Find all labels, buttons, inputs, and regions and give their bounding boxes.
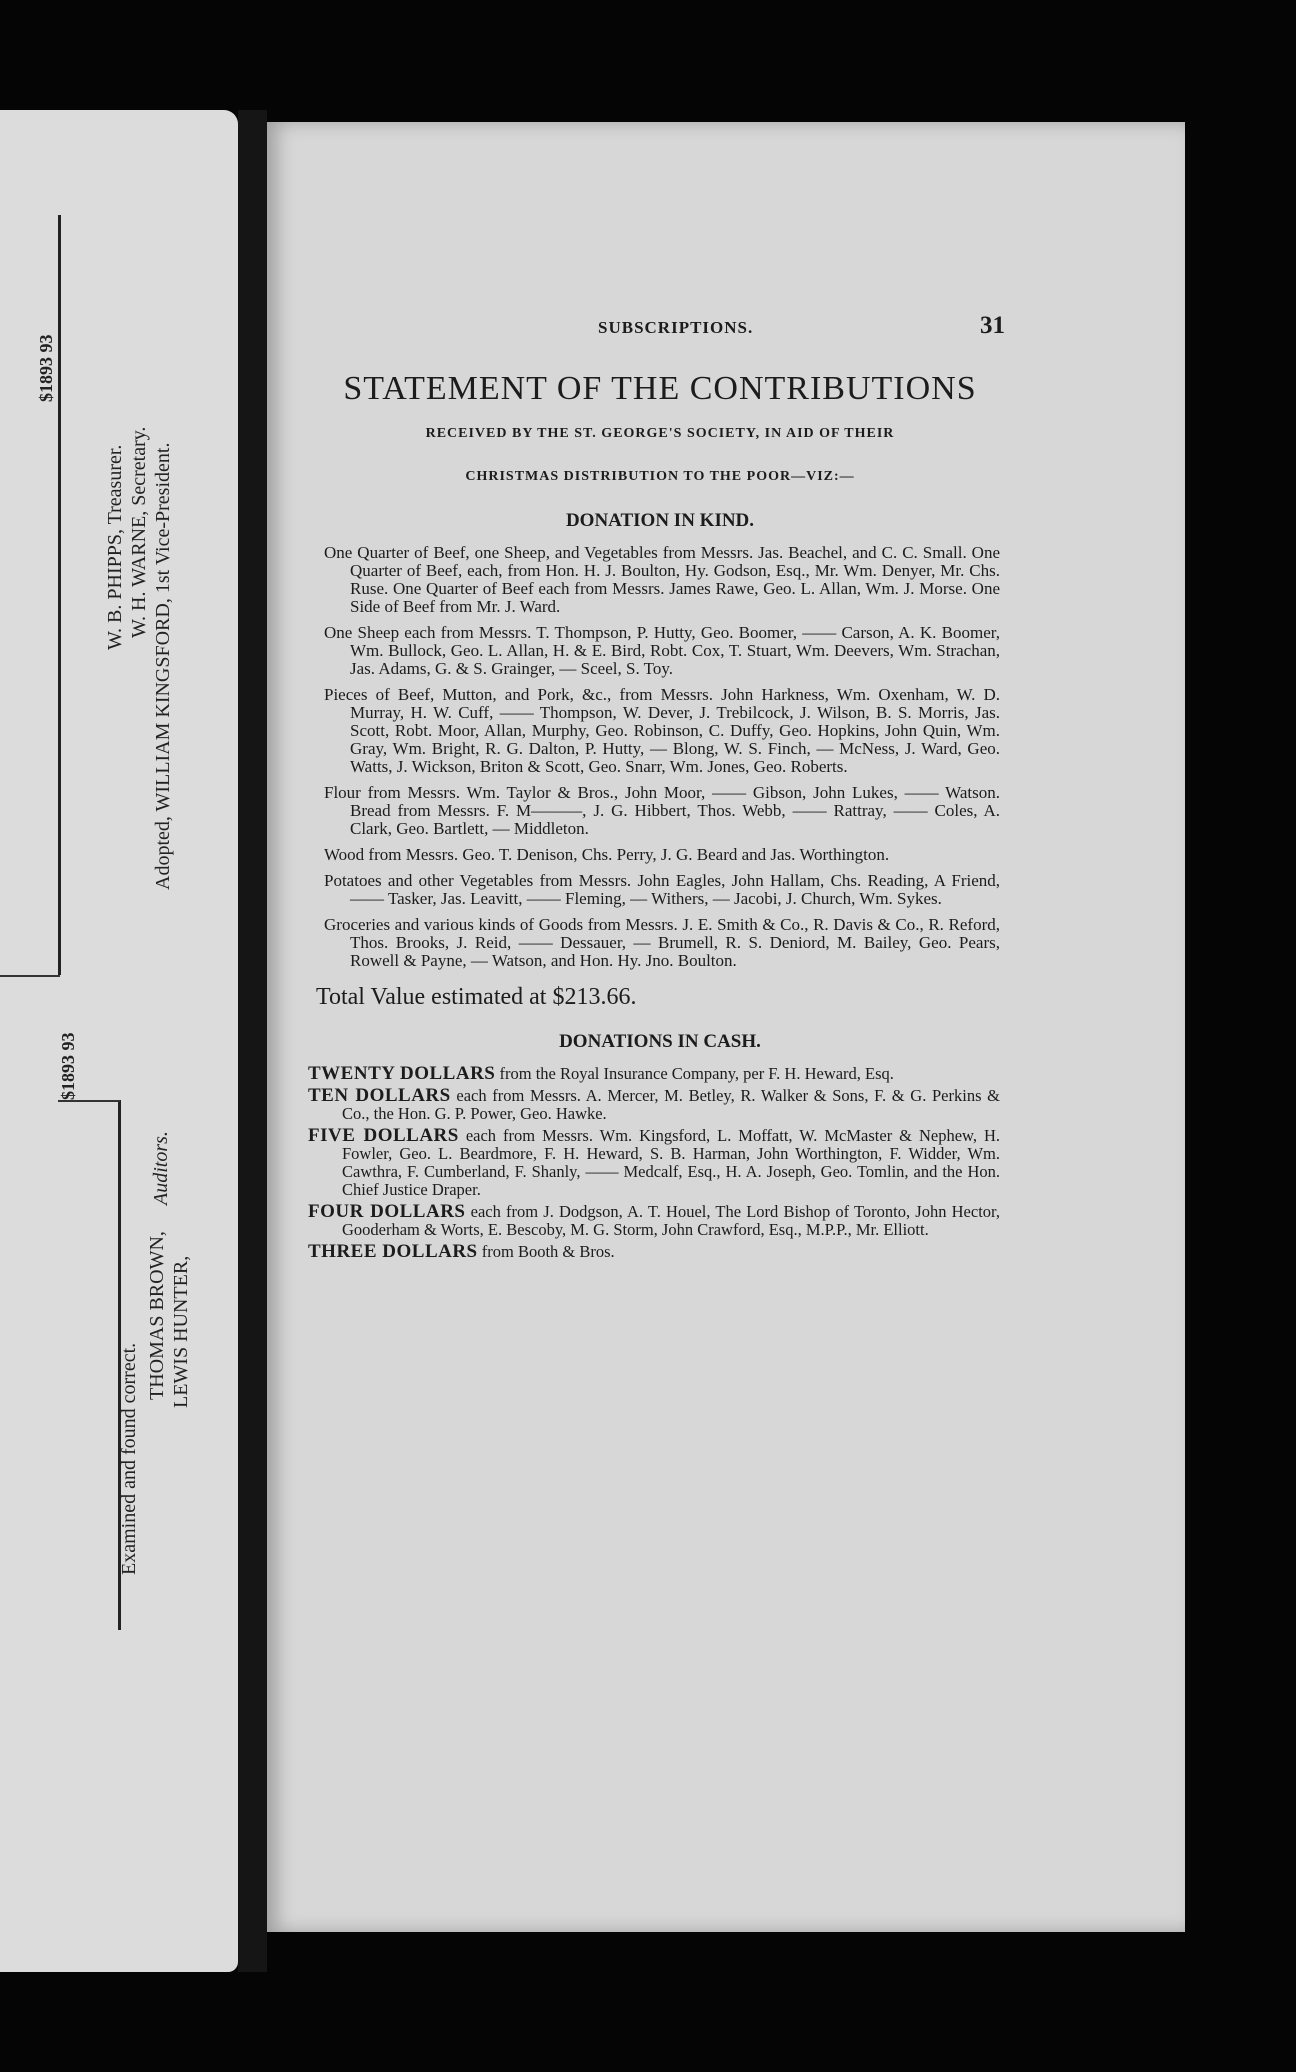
amount-top: $1893 93 <box>36 334 56 402</box>
auditors-line: Auditors. <box>150 1131 172 1205</box>
cash-entry <box>308 1084 1001 1123</box>
kind-entry: Wood from Messrs. Geo. T. Denison, Chs. Perry, J. G. Beard and Jas. Worthington. <box>324 844 890 864</box>
cash-amount: THREE DOLLARS <box>308 1240 478 1262</box>
subtitle-line-1: RECEIVED BY THE ST. GEORGE'S SOCIETY, IN AID OF THEIR <box>425 426 895 441</box>
kind-entry: Pieces of Beef, Mutton, and Pork, &c., from Messrs. John Harkness, Wm. Oxenham, W. D. Murray, H. W. Cuff, —— Thompson, W. Dever, J. Trebilcock, J. Wilson, B. S. Morris, Jas. Scott, Robt. Moor, Allan, Murphy, Geo. Robinson, C. Duffy, Geo. Hopkins, John Quin, Wm. Gray, Wm. Bright, R. G. Dalton, P. Hutty, — Blong, W. S. Finch, — McNess, J. Ward, Geo. Watts, J. Wickson, Briton & Scott, Geo. Snarr, Wm. Jones, Geo. Roberts. <box>324 684 1000 776</box>
contributions-statement <box>300 312 1005 1265</box>
running-head: SUBSCRIPTIONS. <box>598 318 754 337</box>
amount-bottom: $1893 93 <box>58 1032 78 1100</box>
kind-heading: DONATION IN KIND. <box>565 509 755 531</box>
cash-text: each from Messrs. Wm. Kingsford, L. Moffatt, W. McMaster & Nephew, H. Fowler, Geo. L. Beardmore, F. H. Heward, S. B. Harman, John Worthington, F. Widder, Wm. Cawthra, F. Cumberland, F. Shanly, —— Medcalf, Esq., H. A. Joseph, Geo. Tomlin, and the Hon. Chief Justice Draper. <box>342 1125 1001 1199</box>
page-number: 31 <box>980 312 1005 339</box>
cash-text: each from J. Dodgson, A. T. Houel, The Lord Bishop of Toronto, John Hector, Gooderham & Worts, E. Bescoby, M. G. Storm, John Crawford, Esq., M.P.P., Mr. Elliott. <box>342 1201 1000 1239</box>
cash-text: from the Royal Insurance Company, per F. H. Heward, Esq. <box>495 1063 894 1083</box>
cash-amount: FOUR DOLLARS <box>308 1200 466 1222</box>
kind-entry: One Sheep each from Messrs. T. Thompson, P. Hutty, Geo. Boomer, —— Carson, A. K. Boomer, Wm. Bullock, Geo. L. Allan, H. & E. Bird, Robt. Cox, T. Stuart, Wm. Deevers, Wm. Strachan, Jas. Adams, G. & S. Grainger, — Sceel, S. Toy. <box>324 622 1000 678</box>
left-rule-bottom-h <box>58 1100 120 1102</box>
running-header <box>300 312 1005 348</box>
kind-entry: Potatoes and other Vegetables from Messrs. John Eagles, John Hallam, Chs. Reading, A Friend, —— Tasker, Jas. Leavitt, —— Fleming, — Withers, — Jacobi, J. Church, Wm. Sykes. <box>324 870 1000 908</box>
left-rule-top <box>58 215 61 975</box>
cash-entry <box>308 1200 1000 1239</box>
cash-entry <box>308 1240 1000 1262</box>
page-title: STATEMENT OF THE CONTRIBUTIONS <box>343 370 977 407</box>
left-rule-top-h <box>0 975 60 977</box>
brown-line: THOMAS BROWN, <box>146 1231 168 1400</box>
cash-entry <box>308 1062 1000 1084</box>
examined-line: Examined and found correct. <box>118 1342 140 1575</box>
cash-text: from Booth & Bros. <box>477 1241 615 1261</box>
cash-amount: TWENTY DOLLARS <box>308 1062 496 1084</box>
cash-amount: TEN DOLLARS <box>308 1084 451 1106</box>
book-gutter <box>238 110 267 1972</box>
kind-entry: One Quarter of Beef, one Sheep, and Vegetables from Messrs. Jas. Beachel, and C. C. Small. One Quarter of Beef, each, from Hon. H. J. Boulton, Hy. Godson, Esq., Mr. Wm. Denyer, Mr. Chs. Ruse. One Quarter of Beef each from Messrs. James Rawe, Geo. L. Allan, Wm. J. Morse. One Side of Beef from Mr. J. Ward. <box>324 542 1000 616</box>
total-value: Total Value estimated at $213.66. <box>316 983 637 1010</box>
adopted-line: Adopted, WILLIAM KINGSFORD, 1st Vice-President. <box>152 442 174 890</box>
subtitle-line-2: CHRISTMAS DISTRIBUTION TO THE POOR—VIZ:— <box>465 468 855 484</box>
warne-line: W. H. WARNE, Secretary. <box>128 426 150 638</box>
phipps-line: W. B. PHIPPS, Treasurer. <box>104 444 126 650</box>
cash-amount: FIVE DOLLARS <box>308 1124 459 1146</box>
cash-entry <box>308 1124 1001 1199</box>
cash-text: each from Messrs. A. Mercer, M. Betley, R. Walker & Sons, F. & G. Perkins & Co., the Hon. G. P. Power, Geo. Hawke. <box>342 1085 1001 1123</box>
hunter-line: LEWIS HUNTER, <box>170 1255 192 1408</box>
cash-heading: DONATIONS IN CASH. <box>559 1030 761 1052</box>
kind-entry: Groceries and various kinds of Goods from Messrs. J. E. Smith & Co., R. Davis & Co., R. Reford, Thos. Brooks, J. Reid, —— Dessauer, — Brumell, R. S. Deniord, M. Bailey, Geo. Pears, Rowell & Payne, — Watson, and Hon. Hy. Jno. Boulton. <box>324 914 1000 970</box>
kind-entry: Flour from Messrs. Wm. Taylor & Bros., John Moor, —— Gibson, John Lukes, —— Watson. Bread from Messrs. F. M———, J. G. Hibbert, Thos. Webb, —— Rattray, —— Coles, A. Clark, Geo. Bartlett, — Middleton. <box>324 782 1000 838</box>
